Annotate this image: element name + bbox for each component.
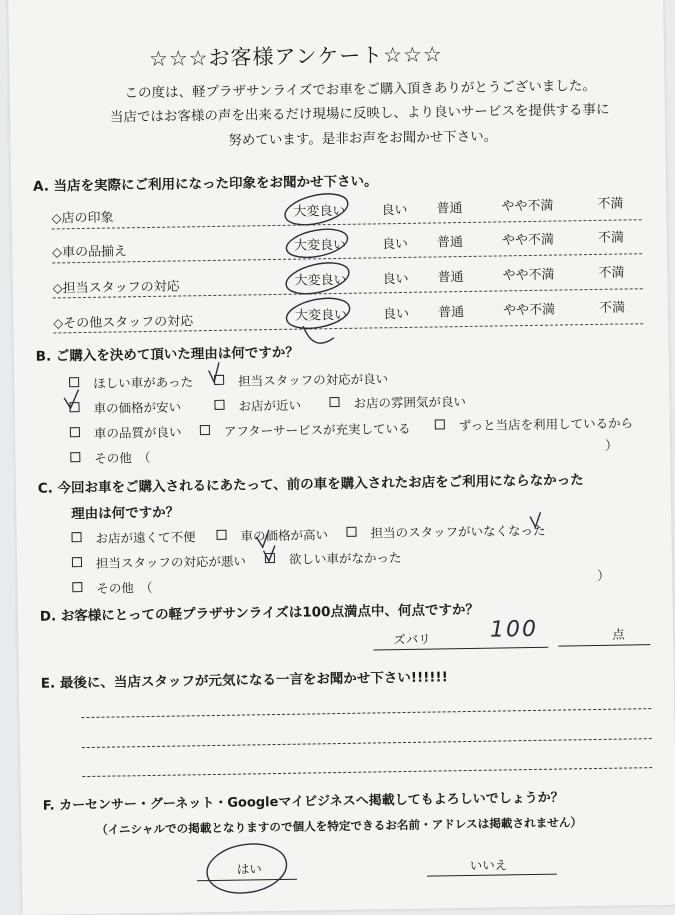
rating-average[interactable]: 普通	[436, 235, 464, 251]
intro-line-2: 当店ではお客様の声を出来るだけ現場に反映し、より良いサービスを提供する事に	[109, 101, 610, 126]
survey-sheet	[8, 0, 675, 915]
row-label: ◇その他スタッフの対応	[53, 314, 194, 332]
intro-line-1: この度は、軽プラザサンライズでお車をご購入頂きありがとうございました。	[124, 77, 596, 102]
option-staff-bad[interactable]: 担当スタッフの対応が悪い	[72, 551, 246, 572]
checkbox[interactable]	[214, 375, 224, 385]
rating-somewhat-dissatisfied[interactable]: やや不満	[501, 232, 555, 249]
row-label: ◇店の印象	[51, 210, 114, 227]
rating-very-good[interactable]: 大変良い	[293, 237, 347, 254]
rating-very-good[interactable]: 大変良い	[293, 203, 346, 220]
option-regular-customer[interactable]: ずっと当店を利用しているから	[435, 413, 634, 434]
answer-yes[interactable]: はい	[236, 861, 262, 877]
section-c-heading-2: 理由は何ですか？	[71, 504, 180, 523]
option-after-service[interactable]: アフターサービスが充実している	[200, 419, 411, 440]
survey-title: ☆☆☆お客様アンケート☆☆☆	[148, 42, 443, 71]
option-price-high[interactable]: 車の価格が高い	[216, 525, 328, 545]
checkbox[interactable]	[265, 553, 275, 563]
checkbox[interactable]	[435, 419, 445, 429]
rating-dissatisfied[interactable]: 不満	[598, 265, 625, 281]
rating-average[interactable]: 普通	[437, 305, 465, 321]
rating-good[interactable]: 良い	[382, 306, 410, 323]
checkbox[interactable]	[72, 582, 82, 592]
checkbox[interactable]	[70, 427, 80, 437]
rating-good[interactable]: 良い	[381, 236, 409, 253]
rating-average[interactable]: 普通	[436, 201, 463, 217]
section-b-heading: B. ご購入を決めて頂いた理由は何ですか？	[35, 344, 299, 365]
comment-line-3[interactable]	[82, 767, 652, 777]
row-label: ◇車の品揃え	[51, 244, 128, 261]
section-c-heading: C. 今回お車をご購入されるにあたって、前の車を購入されたお店をご利用にならなかった	[37, 472, 584, 497]
option-store-far[interactable]: お店が遠くて不便	[71, 527, 195, 547]
rating-dissatisfied[interactable]: 不満	[597, 230, 625, 246]
section-e-heading: E. 最後に、当店スタッフが元気になる一言をお聞かせ下さい!!!!!!	[40, 669, 448, 692]
option-price-cheap[interactable]: 車の価格が安い	[69, 397, 181, 417]
section-f-note: （イニシャルでの掲載となりますので個人を特定できるお名前・アドレスは掲載されません）	[96, 815, 583, 837]
option-wanted-car[interactable]: ほしい車があった	[69, 372, 193, 392]
close-paren: ）	[605, 437, 618, 453]
comment-line-2[interactable]	[82, 738, 652, 748]
checkbox[interactable]	[72, 557, 82, 567]
rating-somewhat-dissatisfied[interactable]: やや不満	[502, 267, 555, 284]
comment-line-1[interactable]	[81, 708, 651, 718]
option-quality[interactable]: 車の品質が良い	[70, 422, 182, 442]
score-line	[558, 644, 650, 646]
section-d-heading: D. お客様にとっての軽プラザサンライズは100点満点中、何点ですか？	[39, 601, 480, 625]
rating-somewhat-dissatisfied[interactable]: やや不満	[502, 302, 556, 319]
section-f-heading: F. カーセンサー・グーネット・Googleマイビジネスへ掲載してもよろしいでしょうか？	[42, 790, 564, 814]
row-label: ◇担当スタッフの対応	[52, 279, 180, 297]
option-other[interactable]: その他 （	[70, 448, 151, 467]
checkbox[interactable]	[200, 425, 210, 435]
rating-good[interactable]: 良い	[381, 202, 408, 219]
rating-somewhat-dissatisfied[interactable]: やや不満	[501, 198, 554, 215]
checkbox[interactable]	[70, 452, 80, 462]
intro-line-3: 努めています。是非お声をお聞かせ下さい。	[228, 128, 498, 149]
rating-very-good[interactable]: 大変良い	[295, 307, 348, 324]
option-other-c[interactable]: その他 （	[72, 578, 153, 597]
yes-line	[197, 879, 297, 882]
score-prefix: ズバリ	[393, 631, 431, 648]
checkbox[interactable]	[214, 400, 224, 410]
rating-dissatisfied[interactable]: 不満	[597, 196, 624, 212]
no-line	[427, 874, 557, 877]
rating-good[interactable]: 良い	[382, 271, 409, 288]
close-paren-c: ）	[597, 567, 610, 583]
score-unit: 点	[612, 626, 625, 642]
option-store-near[interactable]: お店が近い	[214, 396, 301, 415]
option-staff-good[interactable]: 担当スタッフの対応が良い	[214, 369, 388, 390]
checkbox[interactable]	[71, 532, 81, 542]
score-value[interactable]: 100	[489, 616, 539, 643]
rating-very-good[interactable]: 大変良い	[294, 272, 347, 289]
answer-no[interactable]: いいえ	[469, 857, 508, 873]
checkbox[interactable]	[346, 527, 356, 537]
section-a-heading: A. 当店を実際にご利用になった印象をお聞かせ下さい。	[32, 173, 378, 195]
rating-dissatisfied[interactable]: 不満	[598, 300, 626, 316]
checkbox[interactable]	[216, 530, 226, 540]
checkbox[interactable]	[69, 402, 79, 412]
checkbox[interactable]	[329, 397, 339, 407]
option-no-car[interactable]: 欲しい車がなかった	[265, 548, 402, 568]
checkbox[interactable]	[69, 377, 79, 387]
rating-average[interactable]: 普通	[437, 270, 464, 286]
row-divider	[52, 253, 642, 263]
option-staff-gone[interactable]: 担当のスタッフがいなくなった	[346, 521, 545, 542]
option-atmosphere[interactable]: お店の雰囲気が良い	[329, 392, 466, 412]
